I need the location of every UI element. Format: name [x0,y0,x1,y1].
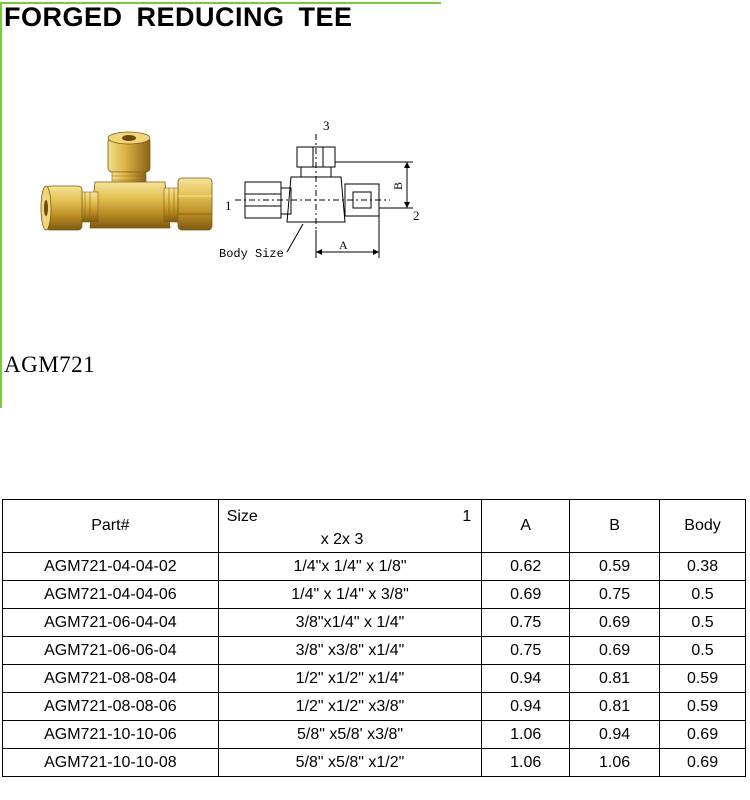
dimension-b-label: B [391,181,405,190]
header-b: B [570,500,660,553]
dimension-a-label: A [339,238,348,252]
product-photo [40,120,215,260]
cell-part: AGM721-06-04-04 [3,609,219,637]
cell-size: 5/8" x5/8' x3/8" [218,721,482,749]
table-row [3,553,746,581]
table-row [3,665,746,693]
table-row [3,637,746,665]
cell-size: 1/2" x1/2" x3/8" [218,693,482,721]
table-row [3,693,746,721]
cell-body: 0.38 [660,553,746,581]
cell-part: AGM721-10-10-08 [3,749,219,777]
cell-b: 0.81 [570,693,660,721]
table-header-row [3,500,746,553]
cell-body: 0.5 [660,637,746,665]
specs-table [2,499,746,777]
table-row [3,609,746,637]
cell-part: AGM721-06-06-04 [3,637,219,665]
header-a: A [482,500,570,553]
cell-b: 0.59 [570,553,660,581]
cell-b: 0.75 [570,581,660,609]
cell-body: 0.69 [660,721,746,749]
model-number: AGM721 [4,352,96,377]
cell-b: 0.69 [570,637,660,665]
cell-a: 0.75 [482,609,570,637]
port-3-label: 3 [323,118,330,133]
green-left-rule [0,2,2,408]
port-1-label: 1 [225,198,232,213]
cell-body: 0.59 [660,693,746,721]
body-size-label: Body Size [219,247,284,261]
header-size [218,500,482,553]
port-2-label: 2 [413,208,420,223]
header-body: Body [660,500,746,553]
cell-size: 3/8"x1/4" x 1/4" [218,609,482,637]
cell-size: 1/4"x 1/4" x 1/8" [218,553,482,581]
cell-size: 3/8" x3/8" x1/4" [218,637,482,665]
cell-a: 0.94 [482,693,570,721]
table-row [3,581,746,609]
page-title: FORGED REDUCING TEE [4,2,353,32]
table-row [3,749,746,777]
header-size-label: Size [226,508,258,525]
cell-body: 0.59 [660,665,746,693]
cell-b: 0.81 [570,665,660,693]
cell-part: AGM721-04-04-02 [3,553,219,581]
cell-size: 5/8" x5/8" x1/2" [218,749,482,777]
cell-a: 0.62 [482,553,570,581]
cell-part: AGM721-10-10-06 [3,721,219,749]
cell-a: 1.06 [482,721,570,749]
header-part: Part# [3,500,219,553]
cell-b: 0.94 [570,721,660,749]
cell-body: 0.5 [660,581,746,609]
cell-part: AGM721-04-04-06 [3,581,219,609]
cell-size: 1/2" x1/2" x1/4" [218,665,482,693]
cell-a: 0.75 [482,637,570,665]
header-size-rest: x 2x 3 [320,531,364,548]
header-size-one: 1 [462,508,472,525]
cell-b: 0.69 [570,609,660,637]
cell-b: 1.06 [570,749,660,777]
cell-size: 1/4" x 1/4" x 3/8" [218,581,482,609]
cell-body: 0.5 [660,609,746,637]
cell-part: AGM721-08-08-06 [3,693,219,721]
cell-part: AGM721-08-08-04 [3,665,219,693]
cell-a: 0.69 [482,581,570,609]
cell-a: 0.94 [482,665,570,693]
table-row [3,721,746,749]
cell-a: 1.06 [482,749,570,777]
cell-body: 0.69 [660,749,746,777]
technical-drawing [215,112,445,272]
